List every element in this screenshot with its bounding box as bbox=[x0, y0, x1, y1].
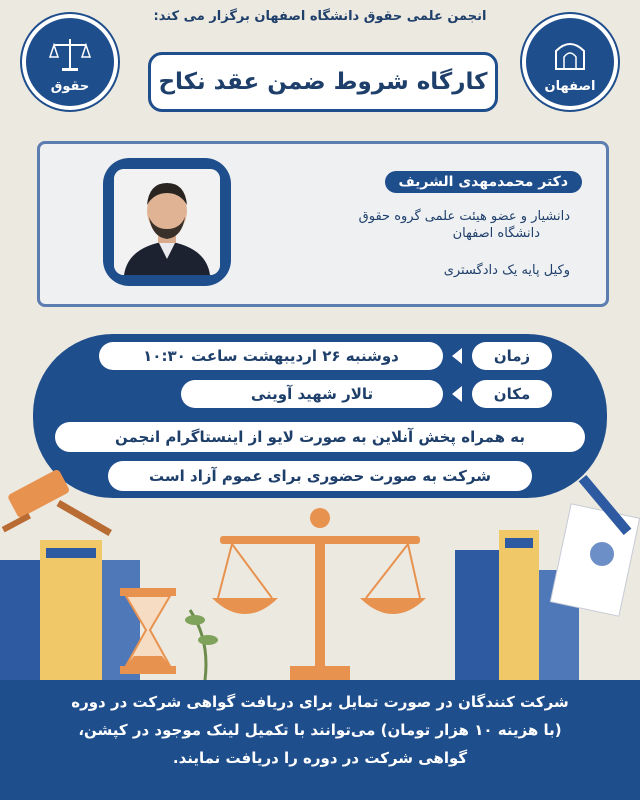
scales-icon bbox=[46, 35, 94, 75]
speaker-role bbox=[310, 208, 570, 242]
certificate-notice-line1: شرکت کنندگان در صورت تمایل برای دریافت گواهی شرکت در دوره bbox=[71, 693, 569, 711]
speaker-photo bbox=[114, 169, 220, 275]
logo-right-text: اصفهان bbox=[544, 79, 596, 94]
certificate-notice-line2: (با هزینه ۱۰ هزار تومان) می‌توانند با تکمیل لینک موجود در کپشن، bbox=[78, 721, 562, 739]
university-emblem-icon bbox=[550, 35, 590, 75]
speaker-card bbox=[37, 141, 609, 307]
speaker-role-line1: دانشیار و عضو هیئت علمی گروه حقوق bbox=[358, 209, 570, 224]
legal-illustration bbox=[0, 470, 640, 680]
place-value: تالار شهید آوینی bbox=[181, 380, 443, 408]
place-arrow-icon bbox=[452, 386, 462, 402]
time-value: دوشنبه ۲۶ اردیبهشت ساعت ۱۰:۳۰ bbox=[99, 342, 443, 370]
logo-left-text: حقوق bbox=[50, 79, 90, 94]
university-logo bbox=[522, 14, 618, 110]
speaker-role-line3: وکیل پایه یک دادگستری bbox=[443, 263, 570, 278]
time-arrow-icon bbox=[452, 348, 462, 364]
speaker-role-line2: دانشگاه اصفهان bbox=[452, 226, 540, 241]
live-note: به همراه پخش آنلاین به صورت لایو از اینستاگرام انجمن bbox=[55, 422, 585, 452]
time-label: زمان bbox=[472, 342, 552, 370]
speaker-photo-frame bbox=[103, 158, 231, 286]
place-label: مکان bbox=[472, 380, 552, 408]
page-title: کارگاه شروط ضمن عقد نکاح bbox=[148, 52, 498, 112]
law-association-logo bbox=[22, 14, 118, 110]
certificate-notice bbox=[0, 680, 640, 800]
public-note: شرکت به صورت حضوری برای عموم آزاد است bbox=[108, 461, 532, 491]
certificate-notice-line3: گواهی شرکت در دوره را دریافت نمایند. bbox=[172, 749, 468, 767]
organizer-text: انجمن علمی حقوق دانشگاه اصفهان برگزار می کند: bbox=[153, 9, 487, 24]
speaker-name: دکتر محمدمهدی الشریف bbox=[385, 171, 583, 193]
